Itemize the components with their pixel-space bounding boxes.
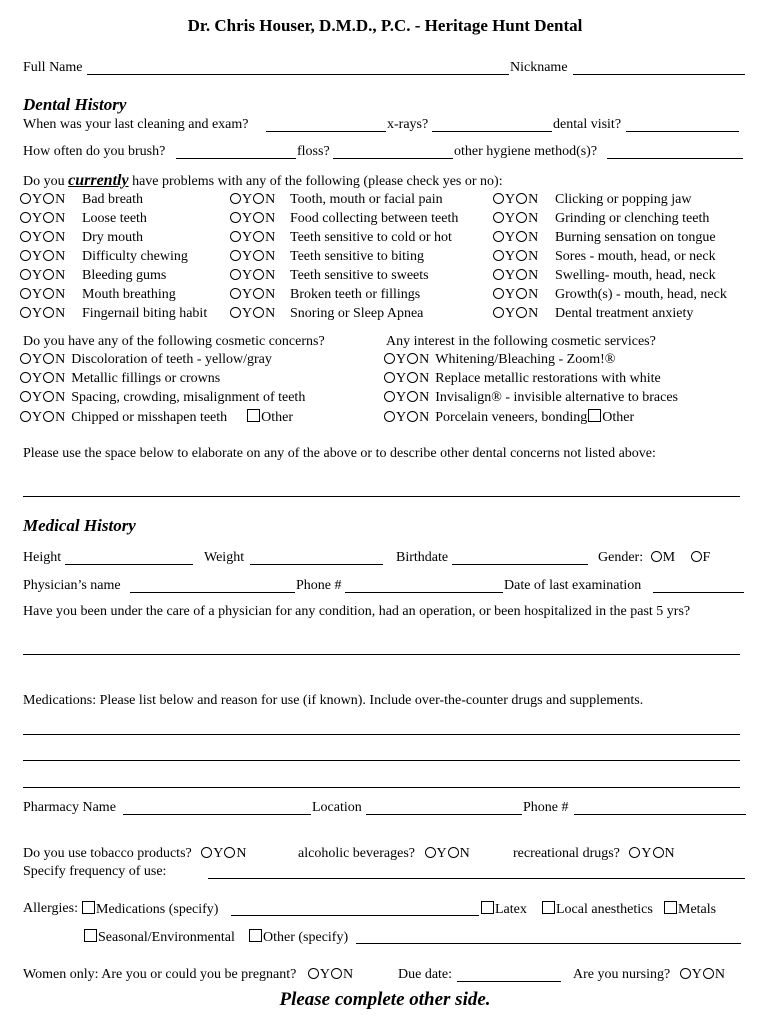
problem-col3-6-yes-radio[interactable] bbox=[493, 307, 504, 318]
problem-col2-1-no-radio[interactable] bbox=[253, 212, 264, 223]
problem-label: Food collecting between teeth bbox=[290, 211, 459, 226]
pharmacy-phone-label: Phone # bbox=[523, 800, 569, 815]
nickname-field[interactable] bbox=[573, 74, 745, 75]
problem-yn bbox=[493, 306, 538, 322]
no-label: N bbox=[528, 192, 539, 207]
no-label: N bbox=[265, 287, 276, 302]
yes-label: Y bbox=[396, 371, 407, 386]
problem-col3-3-no-radio[interactable] bbox=[516, 250, 527, 261]
problem-col3-4-no-radio[interactable] bbox=[516, 269, 527, 280]
cosmetic-row bbox=[20, 371, 220, 387]
problem-yn bbox=[20, 306, 65, 322]
physician-phone-field[interactable] bbox=[345, 592, 503, 593]
problem-label: Grinding or clenching teeth bbox=[555, 211, 710, 226]
other-allergy-label: Other (specify) bbox=[263, 930, 349, 945]
pregnant-yn bbox=[308, 967, 353, 983]
problem-col3-5-no-radio[interactable] bbox=[516, 288, 527, 299]
problem-col2-4-yes-radio[interactable] bbox=[230, 269, 241, 280]
local-anesthetics-option bbox=[542, 901, 653, 918]
problem-yn bbox=[230, 287, 275, 303]
problem-yn bbox=[230, 230, 275, 246]
problem-label: Bleeding gums bbox=[82, 268, 167, 283]
yes-label: Y bbox=[32, 306, 43, 321]
service-0-yes-radio[interactable] bbox=[384, 353, 395, 364]
problem-col1-2-no-radio[interactable] bbox=[43, 231, 54, 242]
problem-col2-3-no-radio[interactable] bbox=[253, 250, 264, 261]
service-row bbox=[384, 409, 634, 426]
gender-label: Gender: bbox=[598, 550, 644, 565]
dental-visit-label: dental visit? bbox=[553, 117, 622, 132]
yes-label: Y bbox=[436, 846, 447, 861]
physician-label: Physician’s name bbox=[23, 578, 121, 593]
problems-question bbox=[23, 173, 503, 190]
no-label: N bbox=[55, 192, 66, 207]
problem-label: Burning sensation on tongue bbox=[555, 230, 716, 245]
problem-yn bbox=[20, 230, 65, 246]
last-exam-field[interactable] bbox=[653, 592, 744, 593]
yes-label: Y bbox=[32, 192, 43, 207]
last-exam-label: Date of last examination bbox=[504, 578, 642, 593]
no-label: N bbox=[528, 287, 539, 302]
problem-yn bbox=[493, 230, 538, 246]
no-label: N bbox=[55, 287, 66, 302]
alcohol-yn bbox=[425, 846, 470, 862]
problem-col3-4-yes-radio[interactable] bbox=[493, 269, 504, 280]
cosmetic-label: Discoloration of teeth - yellow/gray bbox=[71, 352, 272, 367]
service-row bbox=[384, 352, 615, 368]
problem-col2-6-no-radio[interactable] bbox=[253, 307, 264, 318]
no-label: N bbox=[55, 211, 66, 226]
problem-col2-2-yes-radio[interactable] bbox=[230, 231, 241, 242]
gender-f-radio[interactable] bbox=[691, 551, 702, 562]
problem-col1-5-yes-radio[interactable] bbox=[20, 288, 31, 299]
medications-line-2[interactable] bbox=[23, 760, 740, 761]
yes-label: Y bbox=[396, 390, 407, 405]
problem-label: Teeth sensitive to sweets bbox=[290, 268, 429, 283]
yes-label: Y bbox=[242, 268, 253, 283]
brush-label: How often do you brush? bbox=[23, 144, 166, 159]
problem-label: Growth(s) - mouth, head, neck bbox=[555, 287, 727, 302]
xrays-label: x-rays? bbox=[387, 117, 429, 132]
problem-label: Swelling- mouth, head, neck bbox=[555, 268, 716, 283]
no-label: N bbox=[265, 192, 276, 207]
yes-label: Y bbox=[396, 352, 407, 367]
yes-label: Y bbox=[32, 352, 43, 367]
service-row bbox=[384, 371, 661, 387]
problem-yn bbox=[493, 211, 538, 227]
yes-label: Y bbox=[32, 230, 43, 245]
cleaning-label: When was your last cleaning and exam? bbox=[23, 117, 249, 132]
yes-label: Y bbox=[242, 249, 253, 264]
problem-col1-5-no-radio[interactable] bbox=[43, 288, 54, 299]
problem-col3-2-no-radio[interactable] bbox=[516, 231, 527, 242]
problem-yn bbox=[230, 192, 275, 208]
problem-yn bbox=[20, 268, 65, 284]
physician-field[interactable] bbox=[130, 592, 295, 593]
pregnant-no-radio[interactable] bbox=[331, 968, 342, 979]
medications-line-1[interactable] bbox=[23, 734, 740, 735]
service-label: Invisalign® - invisible alternative to braces bbox=[435, 390, 678, 405]
problem-col3-5-yes-radio[interactable] bbox=[493, 288, 504, 299]
no-label: N bbox=[528, 268, 539, 283]
no-label: N bbox=[419, 352, 430, 367]
nickname-label: Nickname bbox=[510, 60, 568, 75]
local-anesthetics-label: Local anesthetics bbox=[556, 902, 653, 917]
cosmetic-row bbox=[20, 390, 305, 406]
drugs-no-radio[interactable] bbox=[653, 847, 664, 858]
yes-label: Y bbox=[32, 211, 43, 226]
latex-checkbox[interactable] bbox=[481, 901, 494, 914]
cosmetic-3-no-radio[interactable] bbox=[43, 411, 54, 422]
pregnant-group bbox=[23, 967, 353, 983]
yes-label: Y bbox=[505, 211, 516, 226]
birthdate-field[interactable] bbox=[452, 564, 588, 565]
no-label: N bbox=[55, 410, 66, 425]
problem-col1-2-yes-radio[interactable] bbox=[20, 231, 31, 242]
allergies-label: Allergies: bbox=[23, 901, 78, 916]
problem-col2-5-no-radio[interactable] bbox=[253, 288, 264, 299]
yes-label: Y bbox=[641, 846, 652, 861]
birthdate-label: Birthdate bbox=[396, 550, 449, 565]
service-2-no-radio[interactable] bbox=[407, 391, 418, 402]
service-1-no-radio[interactable] bbox=[407, 372, 418, 383]
no-label: N bbox=[55, 371, 66, 386]
no-label: N bbox=[419, 390, 430, 405]
problem-col1-3-no-radio[interactable] bbox=[43, 250, 54, 261]
no-label: N bbox=[265, 249, 276, 264]
seasonal-option bbox=[84, 929, 235, 946]
cosmetic-other-checkbox[interactable] bbox=[247, 409, 260, 422]
problem-yn bbox=[230, 268, 275, 284]
problem-label: Bad breath bbox=[82, 192, 144, 207]
medications-text: Medications: Please list below and reason for use (if known). Include over-the-counter drugs and supplements. bbox=[23, 693, 644, 708]
problem-label: Snoring or Sleep Apnea bbox=[290, 306, 424, 321]
pharmacy-phone-field[interactable] bbox=[574, 814, 746, 815]
cosmetic-0-no-radio[interactable] bbox=[43, 353, 54, 364]
height-label: Height bbox=[23, 550, 62, 565]
problem-label: Broken teeth or fillings bbox=[290, 287, 421, 302]
problem-yn bbox=[20, 192, 65, 208]
no-label: N bbox=[528, 211, 539, 226]
yes-label: Y bbox=[32, 371, 43, 386]
no-label: N bbox=[236, 846, 247, 861]
cleaning-field[interactable] bbox=[266, 131, 386, 132]
cosmetic-1-no-radio[interactable] bbox=[43, 372, 54, 383]
problem-yn bbox=[493, 287, 538, 303]
yes-label: Y bbox=[691, 967, 702, 982]
problem-col2-3-yes-radio[interactable] bbox=[230, 250, 241, 261]
medical-history-heading: Medical History bbox=[23, 516, 136, 535]
service-label: Whitening/Bleaching - Zoom!® bbox=[435, 352, 616, 367]
problem-col1-3-yes-radio[interactable] bbox=[20, 250, 31, 261]
service-0-no-radio[interactable] bbox=[407, 353, 418, 364]
no-label: N bbox=[55, 230, 66, 245]
drugs-yes-radio[interactable] bbox=[629, 847, 640, 858]
weight-field[interactable] bbox=[250, 564, 383, 565]
problem-col1-1-yes-radio[interactable] bbox=[20, 212, 31, 223]
gender-group bbox=[598, 550, 710, 566]
yes-label: Y bbox=[505, 268, 516, 283]
floss-field[interactable] bbox=[333, 158, 453, 159]
xrays-field[interactable] bbox=[432, 131, 552, 132]
no-label: N bbox=[419, 371, 430, 386]
dental-visit-field[interactable] bbox=[626, 131, 739, 132]
metals-option bbox=[664, 901, 716, 918]
problem-col2-4-no-radio[interactable] bbox=[253, 269, 264, 280]
no-label: N bbox=[265, 306, 276, 321]
problem-yn bbox=[20, 211, 65, 227]
service-3-yes-radio[interactable] bbox=[384, 411, 395, 422]
cosmetic-2-no-radio[interactable] bbox=[43, 391, 54, 402]
no-label: N bbox=[528, 306, 539, 321]
pregnant-yes-radio[interactable] bbox=[308, 968, 319, 979]
seasonal-checkbox[interactable] bbox=[84, 929, 97, 942]
problem-yn bbox=[230, 306, 275, 322]
tobacco-yes-radio[interactable] bbox=[201, 847, 212, 858]
problems-q-post: have problems with any of the following (please check yes or no): bbox=[132, 174, 503, 189]
latex-option bbox=[481, 901, 527, 918]
yes-label: Y bbox=[242, 192, 253, 207]
no-label: N bbox=[55, 390, 66, 405]
no-label: N bbox=[265, 268, 276, 283]
problem-yn bbox=[493, 268, 538, 284]
cosmetic-label: Spacing, crowding, misalignment of teeth bbox=[71, 390, 306, 405]
full-name-field[interactable] bbox=[87, 74, 509, 75]
problem-col1-4-no-radio[interactable] bbox=[43, 269, 54, 280]
cosmetic-label: Chipped or misshapen teeth bbox=[71, 410, 228, 425]
problem-col1-1-no-radio[interactable] bbox=[43, 212, 54, 223]
problem-label: Clicking or popping jaw bbox=[555, 192, 692, 207]
due-date-field[interactable] bbox=[457, 981, 561, 982]
drugs-label: recreational drugs? bbox=[513, 846, 620, 861]
problem-yn bbox=[20, 287, 65, 303]
dental-history-heading: Dental History bbox=[23, 95, 127, 114]
alcohol-group bbox=[298, 846, 470, 862]
yes-label: Y bbox=[242, 306, 253, 321]
other-allergy-field[interactable] bbox=[356, 943, 741, 944]
cosmetic-row bbox=[20, 409, 293, 426]
seasonal-label: Seasonal/Environmental bbox=[98, 930, 235, 945]
page-title: Dr. Chris Houser, D.M.D., P.C. - Heritage Hunt Dental bbox=[187, 16, 583, 35]
problem-yn bbox=[20, 249, 65, 265]
no-label: N bbox=[343, 967, 354, 982]
service-1-yes-radio[interactable] bbox=[384, 372, 395, 383]
yes-label: Y bbox=[32, 268, 43, 283]
problem-label: Teeth sensitive to cold or hot bbox=[290, 230, 452, 245]
cosmetic-3-yes-radio[interactable] bbox=[20, 411, 31, 422]
service-label: Porcelain veneers, bonding bbox=[435, 410, 588, 425]
pharmacy-field[interactable] bbox=[123, 814, 311, 815]
nursing-group bbox=[573, 967, 725, 983]
allergy-meds-field[interactable] bbox=[231, 915, 479, 916]
gender-m-label: M bbox=[662, 550, 676, 565]
alcohol-yes-radio[interactable] bbox=[425, 847, 436, 858]
allergy-meds-option bbox=[82, 901, 218, 918]
problem-label: Teeth sensitive to biting bbox=[290, 249, 424, 264]
other-allergy-checkbox[interactable] bbox=[249, 929, 262, 942]
problem-col1-6-no-radio[interactable] bbox=[43, 307, 54, 318]
problem-label: Loose teeth bbox=[82, 211, 147, 226]
problem-col2-0-no-radio[interactable] bbox=[253, 193, 264, 204]
floss-label: floss? bbox=[297, 144, 330, 159]
frequency-field[interactable] bbox=[208, 878, 745, 879]
pregnant-label: Women only: Are you or could you be pregnant? bbox=[23, 967, 297, 982]
problem-label: Dry mouth bbox=[82, 230, 144, 245]
gender-f-label: F bbox=[702, 550, 711, 565]
pharmacy-label: Pharmacy Name bbox=[23, 800, 116, 815]
footer-note: Please complete other side. bbox=[279, 989, 491, 1010]
tobacco-no-radio[interactable] bbox=[224, 847, 235, 858]
care-field[interactable] bbox=[23, 654, 740, 655]
problem-label: Dental treatment anxiety bbox=[555, 306, 694, 321]
cosmetic-1-yes-radio[interactable] bbox=[20, 372, 31, 383]
problem-yn bbox=[493, 192, 538, 208]
care-question: Have you been under the care of a physician for any condition, had an operation, or been hospitalized in the past 5 yrs? bbox=[23, 604, 691, 619]
frequency-label: Specify frequency of use: bbox=[23, 864, 167, 879]
yes-label: Y bbox=[505, 249, 516, 264]
problem-col3-0-yes-radio[interactable] bbox=[493, 193, 504, 204]
service-other-label: Other bbox=[602, 410, 635, 425]
problems-q-pre: Do you bbox=[23, 174, 65, 189]
allergy-meds-checkbox[interactable] bbox=[82, 901, 95, 914]
cosmetic-2-yes-radio[interactable] bbox=[20, 391, 31, 402]
cosmetic-question: Do you have any of the following cosmetic concerns? bbox=[23, 334, 325, 349]
problem-col3-1-yes-radio[interactable] bbox=[493, 212, 504, 223]
problem-label: Mouth breathing bbox=[82, 287, 176, 302]
due-date-label: Due date: bbox=[398, 967, 453, 982]
problem-col3-0-no-radio[interactable] bbox=[516, 193, 527, 204]
no-label: N bbox=[55, 249, 66, 264]
problem-col1-6-yes-radio[interactable] bbox=[20, 307, 31, 318]
service-label: Replace metallic restorations with white bbox=[435, 371, 661, 386]
problem-yn bbox=[493, 249, 538, 265]
problem-label: Fingernail biting habit bbox=[82, 306, 208, 321]
no-label: N bbox=[55, 268, 66, 283]
other-hygiene-label: other hygiene method(s)? bbox=[454, 144, 598, 159]
problem-label: Tooth, mouth or facial pain bbox=[290, 192, 443, 207]
location-field[interactable] bbox=[366, 814, 522, 815]
no-label: N bbox=[459, 846, 470, 861]
tobacco-label: Do you use tobacco products? bbox=[23, 846, 192, 861]
no-label: N bbox=[528, 230, 539, 245]
medications-line-3[interactable] bbox=[23, 787, 740, 788]
service-other-checkbox[interactable] bbox=[588, 409, 601, 422]
yes-label: Y bbox=[242, 211, 253, 226]
problem-col1-0-yes-radio[interactable] bbox=[20, 193, 31, 204]
problem-col2-6-yes-radio[interactable] bbox=[230, 307, 241, 318]
yes-label: Y bbox=[242, 287, 253, 302]
metals-checkbox[interactable] bbox=[664, 901, 677, 914]
local-anesthetics-checkbox[interactable] bbox=[542, 901, 555, 914]
no-label: N bbox=[265, 211, 276, 226]
no-label: N bbox=[55, 352, 66, 367]
problem-yn bbox=[230, 249, 275, 265]
physician-phone-label: Phone # bbox=[296, 578, 342, 593]
tobacco-group bbox=[23, 846, 246, 862]
metals-label: Metals bbox=[678, 902, 717, 917]
nursing-no-radio[interactable] bbox=[703, 968, 714, 979]
height-field[interactable] bbox=[65, 564, 193, 565]
yes-label: Y bbox=[32, 390, 43, 405]
yes-label: Y bbox=[505, 287, 516, 302]
location-label: Location bbox=[312, 800, 362, 815]
yes-label: Y bbox=[32, 410, 43, 425]
service-row bbox=[384, 390, 678, 406]
tobacco-yn bbox=[201, 846, 246, 862]
alcohol-label: alcoholic beverages? bbox=[298, 846, 415, 861]
nursing-label: Are you nursing? bbox=[573, 967, 671, 982]
cosmetic-other-label: Other bbox=[261, 410, 294, 425]
problem-col2-0-yes-radio[interactable] bbox=[230, 193, 241, 204]
yes-label: Y bbox=[505, 306, 516, 321]
services-question: Any interest in the following cosmetic services? bbox=[386, 334, 656, 349]
cosmetic-0-yes-radio[interactable] bbox=[20, 353, 31, 364]
weight-label: Weight bbox=[204, 550, 245, 565]
yes-label: Y bbox=[213, 846, 224, 861]
problem-col1-4-yes-radio[interactable] bbox=[20, 269, 31, 280]
problem-label: Sores - mouth, head, or neck bbox=[555, 249, 716, 264]
yes-label: Y bbox=[242, 230, 253, 245]
no-label: N bbox=[528, 249, 539, 264]
problem-col2-5-yes-radio[interactable] bbox=[230, 288, 241, 299]
problems-q-emph: currently bbox=[68, 172, 129, 189]
no-label: N bbox=[419, 410, 430, 425]
yes-label: Y bbox=[396, 410, 407, 425]
no-label: N bbox=[55, 306, 66, 321]
cosmetic-row bbox=[20, 352, 272, 368]
drugs-yn bbox=[629, 846, 674, 862]
service-3-no-radio[interactable] bbox=[407, 411, 418, 422]
cosmetic-label: Metallic fillings or crowns bbox=[71, 371, 221, 386]
other-allergy-option bbox=[249, 929, 348, 946]
gender-m-radio[interactable] bbox=[651, 551, 662, 562]
drugs-group bbox=[513, 846, 675, 862]
service-2-yes-radio[interactable] bbox=[384, 391, 395, 402]
problem-col3-3-yes-radio[interactable] bbox=[493, 250, 504, 261]
nursing-yes-radio[interactable] bbox=[680, 968, 691, 979]
yes-label: Y bbox=[505, 192, 516, 207]
elaborate-field[interactable] bbox=[23, 496, 740, 497]
problem-col1-0-no-radio[interactable] bbox=[43, 193, 54, 204]
problem-col3-1-no-radio[interactable] bbox=[516, 212, 527, 223]
alcohol-no-radio[interactable] bbox=[448, 847, 459, 858]
full-name-label: Full Name bbox=[23, 60, 83, 75]
no-label: N bbox=[664, 846, 675, 861]
yes-label: Y bbox=[32, 249, 43, 264]
yes-label: Y bbox=[32, 287, 43, 302]
yes-label: Y bbox=[319, 967, 330, 982]
elaborate-text: Please use the space below to elaborate on any of the above or to describe other dental concerns not listed above: bbox=[23, 446, 656, 461]
other-hygiene-field[interactable] bbox=[607, 158, 743, 159]
latex-label: Latex bbox=[495, 902, 527, 917]
problem-col3-6-no-radio[interactable] bbox=[516, 307, 527, 318]
no-label: N bbox=[265, 230, 276, 245]
no-label: N bbox=[714, 967, 725, 982]
problem-col3-2-yes-radio[interactable] bbox=[493, 231, 504, 242]
problem-label: Difficulty chewing bbox=[82, 249, 188, 264]
brush-field[interactable] bbox=[176, 158, 296, 159]
problem-col2-1-yes-radio[interactable] bbox=[230, 212, 241, 223]
nursing-yn bbox=[680, 967, 725, 983]
yes-label: Y bbox=[505, 230, 516, 245]
problem-yn bbox=[230, 211, 275, 227]
problem-col2-2-no-radio[interactable] bbox=[253, 231, 264, 242]
allergy-meds-label: Medications (specify) bbox=[96, 902, 219, 917]
